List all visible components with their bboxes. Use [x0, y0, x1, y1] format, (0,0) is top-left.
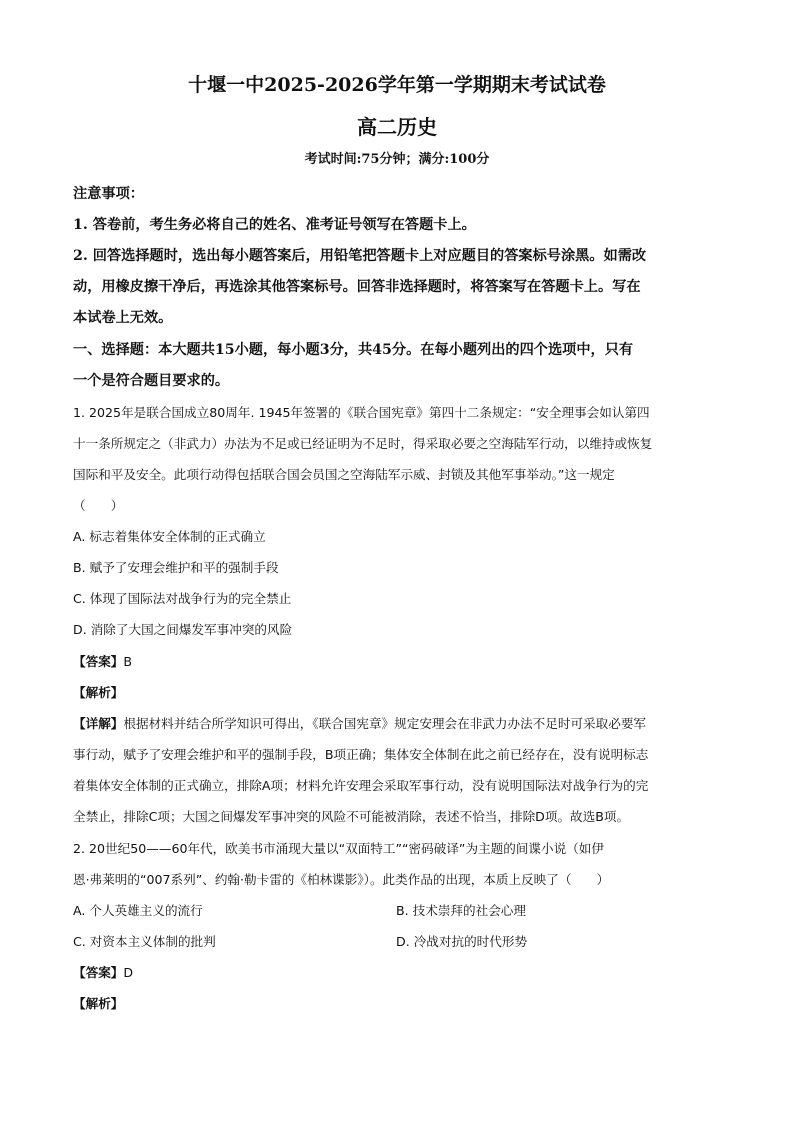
q2-answer: [73, 962, 723, 981]
q1-option-d: D. 消除了大国之间爆发军事冲突的风险: [73, 622, 293, 637]
q2-option-c: C. 对资本主义体制的批判: [73, 934, 216, 949]
q1-stem-line-3: 国际和平及安全。此项行动得包括联合国会员国之空海陆军示威、封锁及其他军事举动。”这一规定: [73, 467, 615, 482]
q1-detail-line-4: 全禁止，排除C项；大国之间爆发军事冲突的风险不可能被消除，表述不恰当，排除D项。故选B项。: [73, 809, 630, 824]
q1-detail-line-3: 着集体安全体制的正式确立，排除A项；材料允许安理会采取军事行动，没有说明国际法对战争行为的完: [73, 778, 649, 793]
notice-item-2-line-3: 本试卷上无效。: [73, 310, 173, 326]
q2-analysis-tag: 【解析】: [73, 996, 124, 1011]
q1-stem-line-1: 1. 2025年是联合国成立80周年. 1945年签署的《联合国宪章》第四十二条规定：“安全理事会如认第四: [73, 405, 650, 420]
notice-item-2-line-1: 2. 回答选择题时，选出每小题答案后，用铅笔把答题卡上对应题目的答案标号涂黑。如需改: [73, 248, 647, 264]
q1-analysis-tag: 【解析】: [73, 685, 124, 700]
q2-option-a: A. 个人英雄主义的流行: [73, 903, 203, 918]
notice-heading: 注意事项：: [73, 186, 144, 202]
exam-subject: 高二历史: [357, 115, 437, 139]
q2-option-b: B. 技术崇拜的社会心理: [396, 903, 526, 918]
q1-stem-line-4: （ ）: [73, 498, 124, 513]
q1-detail-text-1: 根据材料并结合所学知识可得出，《联合国宪章》规定安理会在非武力办法不足时可采取必要军: [123, 716, 647, 731]
exam-info: 考试时间:75分钟；满分:100分: [304, 152, 490, 167]
q1-analysis: [73, 682, 723, 701]
q2-stem-line-2: 恩·弗莱明的“007系列”、约翰·勒卡雷的《柏林谍影》）。此类作品的出现，本质上反映了（ ）: [73, 872, 610, 887]
q1-detail-line-1: [73, 713, 723, 732]
q1-answer-tag: 【答案】: [73, 654, 124, 669]
section-heading-line-2: 一个是符合题目要求的。: [73, 373, 230, 389]
q1-answer: [73, 651, 723, 670]
q2-stem-line-1: 2. 20世纪50——60年代，欧美书市涌现大量以“双面特工”“密码破译”为主题的间谍小说（如伊: [73, 841, 604, 856]
q1-option-c: C. 体现了国际法对战争行为的完全禁止: [73, 591, 292, 606]
q2-answer-value: D: [123, 965, 134, 980]
section-heading-line-1: 一、选择题：本大题共15小题，每小题3分，共45分。在每小题列出的四个选项中，只有: [73, 342, 634, 358]
q1-option-a: A. 标志着集体安全体制的正式确立: [73, 529, 266, 544]
q2-analysis: [73, 993, 723, 1012]
q2-answer-tag: 【答案】: [73, 965, 124, 980]
q2-option-d: D. 冷战对抗的时代形势: [396, 934, 528, 949]
q1-detail-line-2: 事行动，赋予了安理会维护和平的强制手段，B项正确；集体安全体制在此之前已经存在，没有说明标志: [73, 747, 649, 762]
q1-option-b: B. 赋予了安理会维护和平的强制手段: [73, 560, 279, 575]
q1-detail-tag: 【详解】: [73, 716, 124, 731]
q1-answer-value: B: [123, 654, 133, 669]
q1-stem-line-2: 十一条所规定之（非武力）办法为不足或已经证明为不足时，得采取必要之空海陆军行动，以维持或恢复: [73, 436, 653, 451]
notice-item-2-line-2: 动，用橡皮擦干净后，再选涂其他答案标号。回答非选择题时，将答案写在答题卡上。写在: [73, 279, 641, 295]
exam-title: 十堰一中2025-2026学年第一学期期末考试试卷: [188, 74, 606, 96]
notice-item-1: 1. 答卷前，考生务必将自己的姓名、准考证号领写在答题卡上。: [73, 217, 476, 233]
